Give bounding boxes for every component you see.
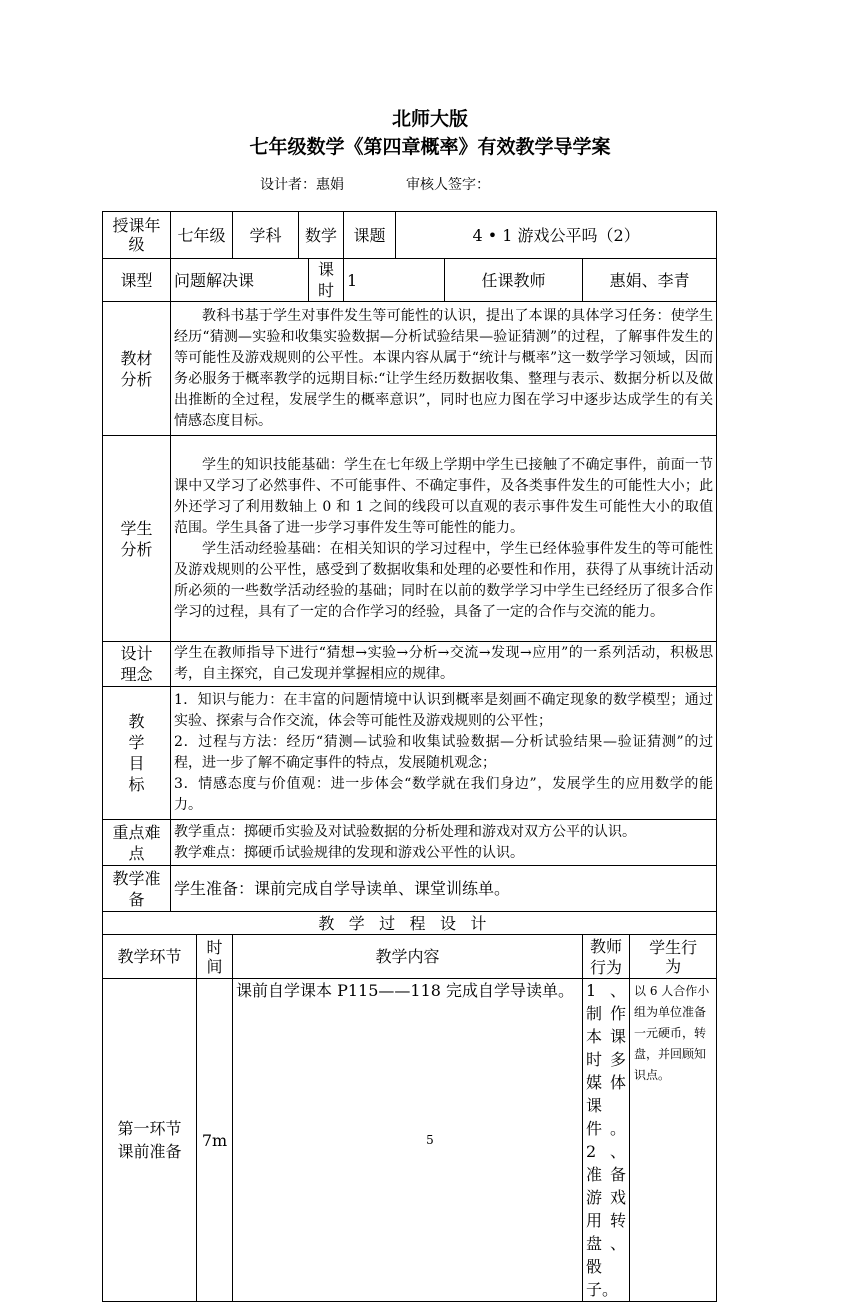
col-student-header: 学生行为 (630, 935, 717, 979)
teaching-goals-text (171, 687, 717, 820)
goal-process: 2．过程与方法：经历“猜测—试验和收集试验数据—分析试验结果—验证猜测”的过程，进一步了解不确定事件的特点，发展随机观念； (174, 734, 714, 771)
process-header-row (103, 935, 717, 979)
student-analysis-label: 学生分析 (103, 436, 171, 642)
type-label: 课型 (103, 259, 171, 302)
hours-label: 课时 (309, 259, 344, 302)
designer-text: 设计者：惠娟 (260, 177, 344, 193)
col-teacher-header-text: 教师行为 (590, 936, 623, 977)
goals-label-char-2: 学 (128, 733, 145, 752)
student-analysis-text (171, 436, 717, 642)
topic-value: 4 • 1 游戏公平吗（2） (396, 212, 717, 259)
goals-label-char-1: 教 (128, 712, 145, 731)
grade-label: 授课年级 (103, 212, 171, 259)
textbook-analysis-label: 教材分析 (103, 302, 171, 436)
goal-attitude: 3．情感态度与价值观：进一步体会“数学就在我们身边”，发展学生的应用数学的能力。 (174, 776, 714, 813)
subject-value: 数学 (299, 212, 344, 259)
design-concept-text: 学生在教师指导下进行“猜想→实验→分析→交流→发现→应用”的一系列活动，积极思考，自主探究，自己发现并掌握相应的规律。 (171, 642, 717, 687)
page-number: 5 (426, 1133, 434, 1147)
process-title: 教学过程设计 (103, 912, 717, 935)
student-experience-paragraph: 学生活动经验基础：在相关知识的学习过程中，学生已经体验事件发生的等可能性及游戏规则的公平性，感受到了数据收集和处理的必要性和作用，获得了从事统计活动所必须的一些数学活动经验的基础；同时在以前的数学学习中学生已经经历了很多合作学习的过程，具有了一定的合作学习的经验，具备了一定的合作与交流的能力。 (174, 540, 714, 620)
process-title-row (103, 912, 717, 935)
hours-value: 1 (344, 259, 445, 302)
difficult-point: 教学难点：掷硬币试验规律的发现和游戏公平性的认识。 (174, 844, 524, 861)
col-time-header: 时间 (197, 935, 233, 979)
key-points-row (103, 820, 717, 866)
key-points-label: 重点难点 (103, 820, 171, 866)
student-analysis-row (103, 436, 717, 642)
goals-label-char-3: 目 (128, 754, 145, 773)
reviewer-text: 审核人签字： (406, 177, 490, 193)
goals-label-char-4: 标 (128, 775, 145, 794)
textbook-analysis-row (103, 302, 717, 436)
subject-label: 学科 (233, 212, 299, 259)
teaching-prep-text: 学生准备：课前完成自学导读单、课堂训练单。 (171, 866, 717, 912)
teacher-value: 惠娟、李青 (583, 259, 717, 302)
design-concept-row (103, 642, 717, 687)
key-point: 教学重点：掷硬币实验及对试验数据的分析处理和游戏对双方公平的认识。 (174, 823, 636, 840)
publisher-title: 北师大版 (391, 108, 468, 130)
col-teacher-header (583, 935, 630, 979)
teacher-action-cell: 1、制作本课时多媒体课件。2、准备游戏用转盘、骰子。 (583, 979, 630, 1302)
teacher-label: 任课教师 (445, 259, 583, 302)
col-content-header: 教学内容 (233, 935, 583, 979)
info-row-2 (103, 259, 717, 302)
stage-cell: 第一环节课前准备 (103, 979, 197, 1302)
textbook-analysis-text: 教科书基于学生对事件发生等可能性的认识，提出了本课的具体学习任务：使学生经历“猜测—实验和收集实验数据—分析试验结果—验证猜测”的过程，了解事件发生的等可能性及游戏规则的公平性。本课内容从属于“统计与概率”这一数学学习领域，因而务必服务于概率教学的远期目标:“让学生经历数据收集、整理与表示、数据分析以及做出推断的全过程，发展学生的概率意识”，同时也应力图在学习中逐步达成学生的有关情感态度目标。 (171, 302, 717, 436)
teaching-prep-row (103, 866, 717, 912)
key-points-text (171, 820, 717, 866)
topic-label: 课题 (344, 212, 396, 259)
teaching-prep-label: 教学准备 (103, 866, 171, 912)
byline (260, 174, 552, 194)
teaching-goals-row (103, 687, 717, 820)
design-concept-label: 设计理念 (103, 642, 171, 687)
student-knowledge-paragraph: 学生的知识技能基础：学生在七年级上学期中学生已接触了不确定事件，前面一节课中又学习了必然事件、不可能事件、不确定事件，及各类事件发生的可能性大小；此外还学习了利用数轴上 0 和 1 之间的线段可以直观的表示事件发生可能性大小的取值范围。学生具备了进一步学习事件发生等可能性的能力。 (174, 456, 714, 536)
info-row-1 (103, 212, 717, 259)
teaching-goals-label (103, 687, 171, 820)
time-cell: 7m (197, 979, 233, 1302)
grade-value: 七年级 (171, 212, 233, 259)
col-stage-header: 教学环节 (103, 935, 197, 979)
type-value: 问题解决课 (171, 259, 309, 302)
student-action-cell: 以 6 人合作小组为单位准备一元硬币，转盘，并回顾知识点。 (630, 979, 717, 1302)
content-cell: 课前自学课本 P115——118 完成自学导读单。 (233, 979, 583, 1302)
goal-knowledge: 1．知识与能力：在丰富的问题情境中认识到概率是刻画不确定现象的数学模型；通过实验、探索与合作交流，体会等可能性及游戏规则的公平性； (174, 692, 714, 729)
document-title: 七年级数学《第四章概率》有效教学导学案 (249, 136, 611, 158)
